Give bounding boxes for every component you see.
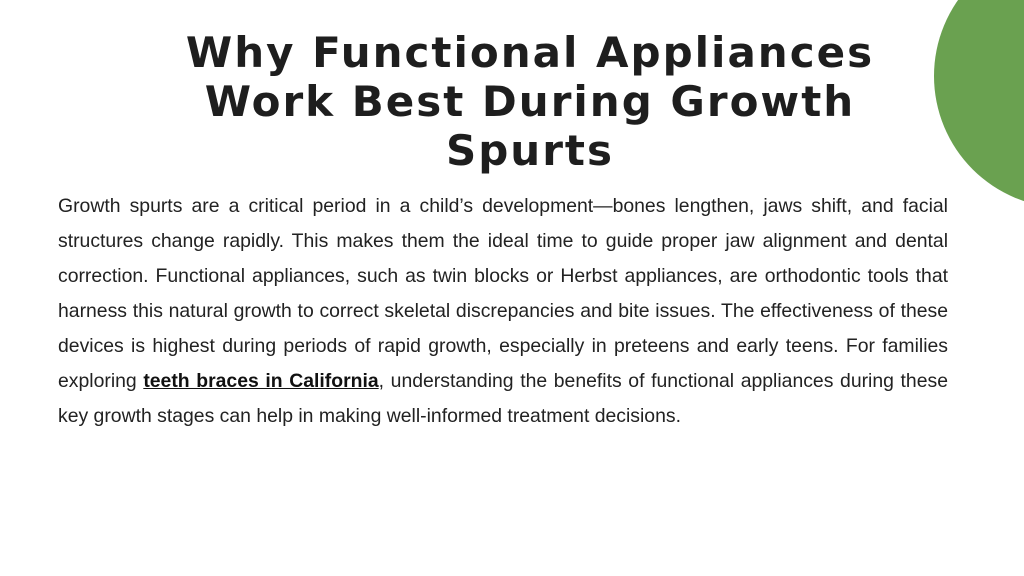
body-text-before-link: Growth spurts are a critical period in a child’s development—bones lengthen, jaws shift, and facial structures change rapidly. This makes them the ideal time to guide proper jaw alignment and dental correction. Functional appliances, such as twin blocks or Herbst appliances, are orthodontic tools that harness this natural growth to correct skeletal discrepancies and bite issues. The effectiveness of these devices is highest during periods of rapid growth, especially in preteens and early teens. For families exploring: [58, 195, 948, 392]
slide-title: Why Functional Appliances Work Best During Growth Spurts: [185, 28, 875, 175]
teeth-braces-link[interactable]: teeth braces in California: [143, 370, 379, 392]
decorative-green-circle: [934, 0, 1024, 208]
body-text-after-link: , understanding the benefits of functional appliances during these key growth stages can help in making well-informed treatment decisions.: [58, 370, 948, 427]
body-paragraph: [58, 189, 948, 434]
